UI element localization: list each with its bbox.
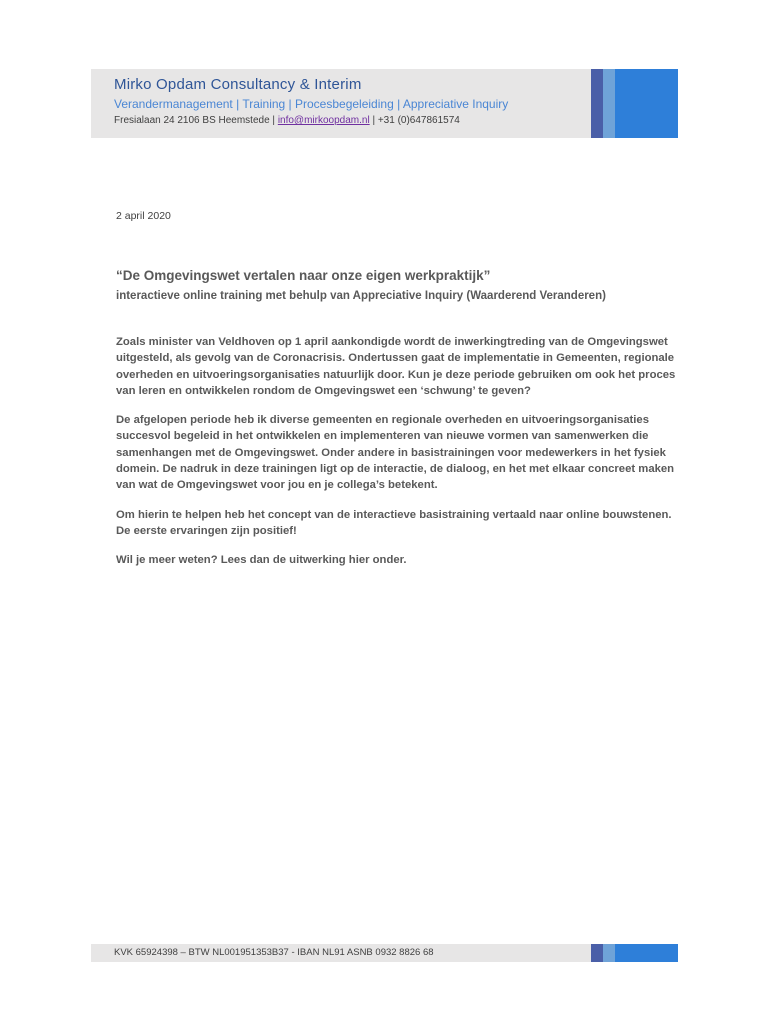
- footer-accent-bar-main: [615, 944, 678, 962]
- company-address: Fresialaan 24 2106 BS Heemstede |: [114, 115, 278, 126]
- email-link[interactable]: info@mirkoopdam.nl: [277, 115, 370, 126]
- footer-accent-bar-dark: [591, 944, 603, 962]
- footer-registration: KVK 65924398 – BTW NL001951353B37 - IBAN NL91 ASNB 0932 8826 68: [114, 947, 434, 958]
- letter-title: “De Omgevingswet vertalen naar onze eigen werkpraktijk”: [116, 268, 491, 283]
- body-paragraph: De afgelopen periode heb ik diverse gemeenten en regionale overheden en uitvoeringsorganisaties succesvol begeleid in het ontwikkelen en implementeren van nieuwe vormen van samenwerken die samenhangen met de Omgevingswet. Onder andere in basistrainingen voor medewerkers in het fysiek domein. De nadruk in deze trainingen ligt op de interactie, de dialoog, en het met elkaar concreet maken van wat de Omgevingswet voor jou en je collega’s betekent.: [116, 414, 675, 492]
- letter-date: 2 april 2020: [116, 210, 171, 222]
- company-name: Mirko Opdam Consultancy & Interim: [114, 76, 362, 93]
- company-contact: [114, 115, 460, 126]
- company-phone: | +31 (0)647861574: [369, 115, 460, 126]
- letterhead-accent-bar-light: [603, 69, 615, 138]
- letterhead-accent-bar-main: [615, 69, 678, 138]
- body-paragraph: Om hierin te helpen heb het concept van de interactieve basistraining vertaald naar online bouwstenen. De eerste ervaringen zijn positief!: [116, 508, 672, 537]
- company-services: Verandermanagement | Training | Procesbegeleiding | Appreciative Inquiry: [114, 97, 509, 111]
- letterhead-accent-bar-dark: [591, 69, 603, 138]
- body-paragraph: Wil je meer weten? Lees dan de uitwerking hier onder.: [116, 554, 407, 567]
- body-paragraph: Zoals minister van Veldhoven op 1 april aankondigde wordt de inwerkingtreding van de Omgevingswet uitgesteld, als gevolg van de Coronacrisis. Ondertussen gaat de implementatie in Gemeenten, regionale overheden en uitvoeringsorganisaties natuurlijk door. Kun je deze periode gebruiken om ook het proces van leren en ontwikkelen rondom de Omgevingswet een ‘schwung’ te geven?: [116, 336, 676, 397]
- footer-accent-bar-light: [603, 944, 615, 962]
- letter-subtitle: interactieve online training met behulp van Appreciative Inquiry (Waarderend Veranderen): [116, 290, 606, 302]
- letter-body: [116, 334, 676, 582]
